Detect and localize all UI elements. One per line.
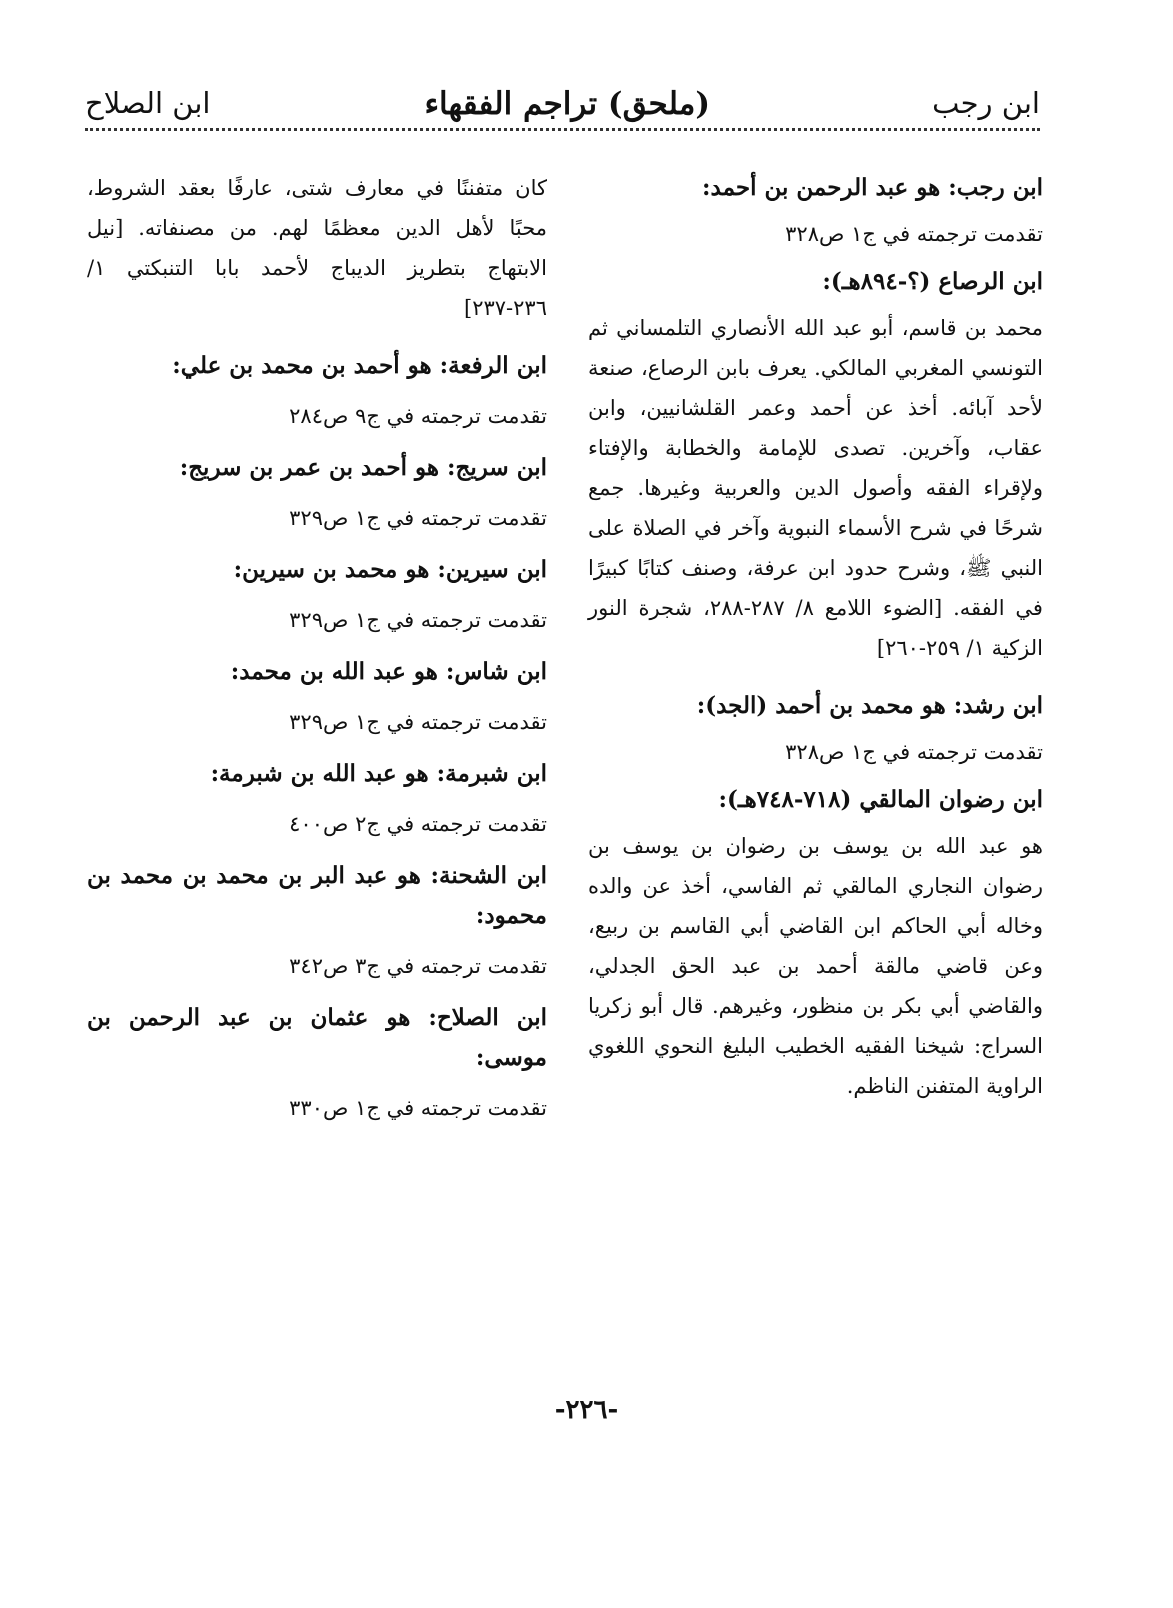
entry-title: ابن الشحنة: هو عبد البر بن محمد بن محمد بن محمود: bbox=[87, 862, 547, 929]
entry-body: محمد بن قاسم، أبو عبد الله الأنصاري التلمساني ثم التونسي المغربي المالكي. يعرف بابن الرصاع، صنعة لأحد آبائه. أخذ عن أحمد وعمر القلشانيين، وابن عقاب، وآخرين. تصدى للإمامة والخطابة والإفتاء ولإقراء الفقه وأصول الدين والعربية وغيرها. جمع شرحًا في شرح الأسماء النبوية وآخر في الصلاة على النبي ﷺ، وشرح حدود ابن عرفة، وصنف كتابًا كبيرًا في الفقه. [الضوء اللامع ٨/ ٢٨٧-٢٨٨، شجرة النور الزكية ١/ ٢٥٩-٢٦٠] bbox=[588, 316, 1043, 660]
entry-reference: تقدمت ترجمته في ج١ ص٣٢٨ bbox=[785, 740, 1043, 764]
entry-ibn-shas bbox=[87, 652, 547, 742]
header-dotted-rule bbox=[85, 128, 1040, 131]
entry-reference: تقدمت ترجمته في ج٩ ص٢٨٤ bbox=[289, 404, 547, 428]
entry-reference: تقدمت ترجمته في ج١ ص٣٢٩ bbox=[289, 710, 547, 734]
header-right-entry: ابن رجب bbox=[932, 86, 1040, 120]
entry-ibn-alsalah bbox=[87, 998, 547, 1128]
entry-title: ابن رضوان المالقي (٧١٨-٧٤٨هـ): bbox=[718, 786, 1043, 813]
left-column bbox=[87, 168, 547, 1140]
entry-ibn-alshihna bbox=[87, 856, 547, 986]
entry-ibn-alrifa bbox=[87, 346, 547, 436]
entry-reference: تقدمت ترجمته في ج١ ص٣٣٠ bbox=[289, 1096, 547, 1120]
entry-title: ابن الصلاح: هو عثمان بن عبد الرحمن بن موسى: bbox=[87, 1004, 547, 1071]
right-column bbox=[588, 168, 1043, 1124]
entry-continuation bbox=[87, 168, 547, 328]
entry-title: ابن سيرين: هو محمد بن سيرين: bbox=[233, 556, 547, 583]
entry-reference: تقدمت ترجمته في ج٢ ص٤٠٠ bbox=[289, 812, 547, 836]
running-header bbox=[85, 80, 1040, 130]
entry-body: هو عبد الله بن يوسف بن رضوان بن يوسف بن رضوان النجاري المالقي ثم الفاسي، أخذ عن والده وخاله أبي الحاكم ابن القاضي أبي القاسم بن ربيع، وعن قاضي مالقة أحمد بن عبد الحق الجدلي، والقاضي أبي بكر بن منظور، وغيرهم. قال أبو زكريا السراج: شيخنا الفقيه الخطيب البليغ النحوي اللغوي الراوية المتفنن الناظم. bbox=[588, 834, 1043, 1098]
entry-title: ابن شبرمة: هو عبد الله بن شبرمة: bbox=[210, 760, 547, 787]
entry-ibn-alrassa bbox=[588, 262, 1043, 668]
entry-ibn-suraij bbox=[87, 448, 547, 538]
header-title: (ملحق) تراجم الفقهاء bbox=[424, 86, 710, 122]
entry-ibn-shubruma bbox=[87, 754, 547, 844]
entry-reference: تقدمت ترجمته في ج١ ص٣٢٩ bbox=[289, 506, 547, 530]
entry-reference: تقدمت ترجمته في ج١ ص٣٢٨ bbox=[785, 222, 1043, 246]
entry-ibn-rushd bbox=[588, 686, 1043, 772]
page-number: -٢٢٦- bbox=[554, 1395, 619, 1425]
entry-ibn-ridwan bbox=[588, 780, 1043, 1106]
entry-title: ابن الرصاع (؟-٨٩٤هـ): bbox=[822, 268, 1043, 295]
header-left-entry: ابن الصلاح bbox=[85, 86, 211, 120]
entry-reference: تقدمت ترجمته في ج٣ ص٣٤٢ bbox=[289, 954, 547, 978]
entry-body: كان متفننًا في معارف شتى، عارفًا بعقد الشروط، محبًا لأهل الدين معظمًا لهم. من مصنفاته. [نيل الابتهاج بتطريز الديباج لأحمد بابا التنبكتي ١/ ٢٣٦-٢٣٧] bbox=[87, 176, 547, 320]
entry-title: ابن رجب: هو عبد الرحمن بن أحمد: bbox=[702, 174, 1043, 201]
entry-title: ابن سريج: هو أحمد بن عمر بن سريج: bbox=[179, 454, 547, 481]
entry-title: ابن شاس: هو عبد الله بن محمد: bbox=[230, 658, 547, 685]
entry-title: ابن رشد: هو محمد بن أحمد (الجد): bbox=[696, 692, 1043, 719]
entry-ibn-rajab bbox=[588, 168, 1043, 254]
entry-reference: تقدمت ترجمته في ج١ ص٣٢٩ bbox=[289, 608, 547, 632]
entry-title: ابن الرفعة: هو أحمد بن محمد بن علي: bbox=[172, 352, 547, 379]
entry-ibn-sirin bbox=[87, 550, 547, 640]
